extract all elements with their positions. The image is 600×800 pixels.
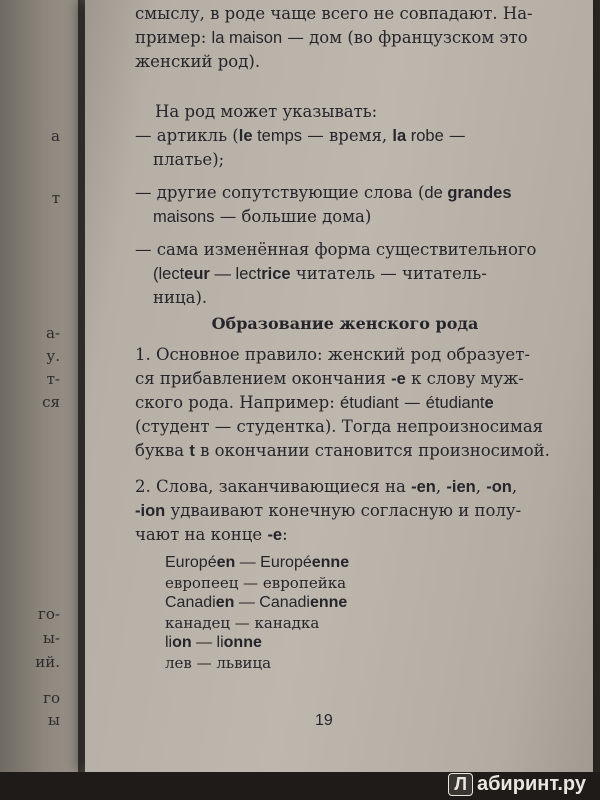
text-line: maisons — большие дома) xyxy=(153,207,372,226)
book-page xyxy=(85,0,593,772)
text-line: (lecteur — lectrice читатель — читатель- xyxy=(153,264,487,283)
text-line: буква t в окончании становится произносимой. xyxy=(135,441,550,460)
text-line: — артикль (le temps — время, la robe — xyxy=(135,126,466,145)
watermark-logo-icon: Л xyxy=(448,773,473,796)
text-line: чают на конце -e: xyxy=(135,525,288,544)
gender-indicators xyxy=(135,100,555,310)
left-fragment: т xyxy=(51,189,60,207)
text-line: — другие сопутствующие слова (de grandes xyxy=(135,183,512,202)
facing-page xyxy=(0,0,80,800)
intro-paragraph xyxy=(135,2,555,74)
left-fragment: ы- xyxy=(42,629,60,647)
text-line: женский род). xyxy=(135,52,261,71)
text-line: ница). xyxy=(153,288,208,307)
page-number: 19 xyxy=(315,712,333,729)
rule-2 xyxy=(135,475,555,547)
section-heading: Образование женского рода xyxy=(211,314,479,333)
example-translation: канадец — канадка xyxy=(165,614,320,632)
example-pair: Canadien — Canadienne xyxy=(165,594,348,611)
example-pair: Européen — Européenne xyxy=(165,554,350,571)
left-fragment: го xyxy=(43,689,60,707)
watermark xyxy=(448,773,586,796)
text-line: — сама изменённая форма существительного xyxy=(135,240,537,259)
text-line: ся прибавлением окончания -e к слову муж- xyxy=(135,369,524,388)
rule-1 xyxy=(135,343,555,463)
left-fragment: ий. xyxy=(35,653,60,671)
left-fragment: а- xyxy=(45,324,60,342)
text-line: ского рода. Например: étudiant — étudiante xyxy=(135,393,494,412)
text-line: пример: la maison — дом (во французском это xyxy=(135,28,528,47)
example-translation: лев — львица xyxy=(165,654,272,672)
left-fragment: т- xyxy=(46,370,60,388)
examples-list xyxy=(135,553,555,673)
text-line: смыслу, в роде чаще всего не совпадают. На- xyxy=(135,4,533,23)
text-line: (студент — студентка). Тогда непроизносимая xyxy=(135,417,544,436)
left-fragment: ы xyxy=(48,711,60,729)
text-line: На род может указывать: xyxy=(155,102,378,121)
text-line: 1. Основное правило: женский род образует- xyxy=(135,345,530,364)
left-fragment: ся xyxy=(42,393,60,411)
left-fragment: го- xyxy=(38,605,60,623)
example-pair: lion — lionne xyxy=(165,634,262,651)
example-translation: европеец — европейка xyxy=(165,574,347,592)
left-fragment: у. xyxy=(46,347,60,365)
text-line: платье); xyxy=(153,150,225,169)
watermark-text: абиринт.ру xyxy=(476,773,586,795)
text-line: -ion удваивают конечную согласную и полу- xyxy=(135,501,522,520)
left-fragment: а xyxy=(51,127,60,145)
text-line: 2. Слова, заканчивающиеся на -en, -ien, -on, xyxy=(135,477,518,496)
